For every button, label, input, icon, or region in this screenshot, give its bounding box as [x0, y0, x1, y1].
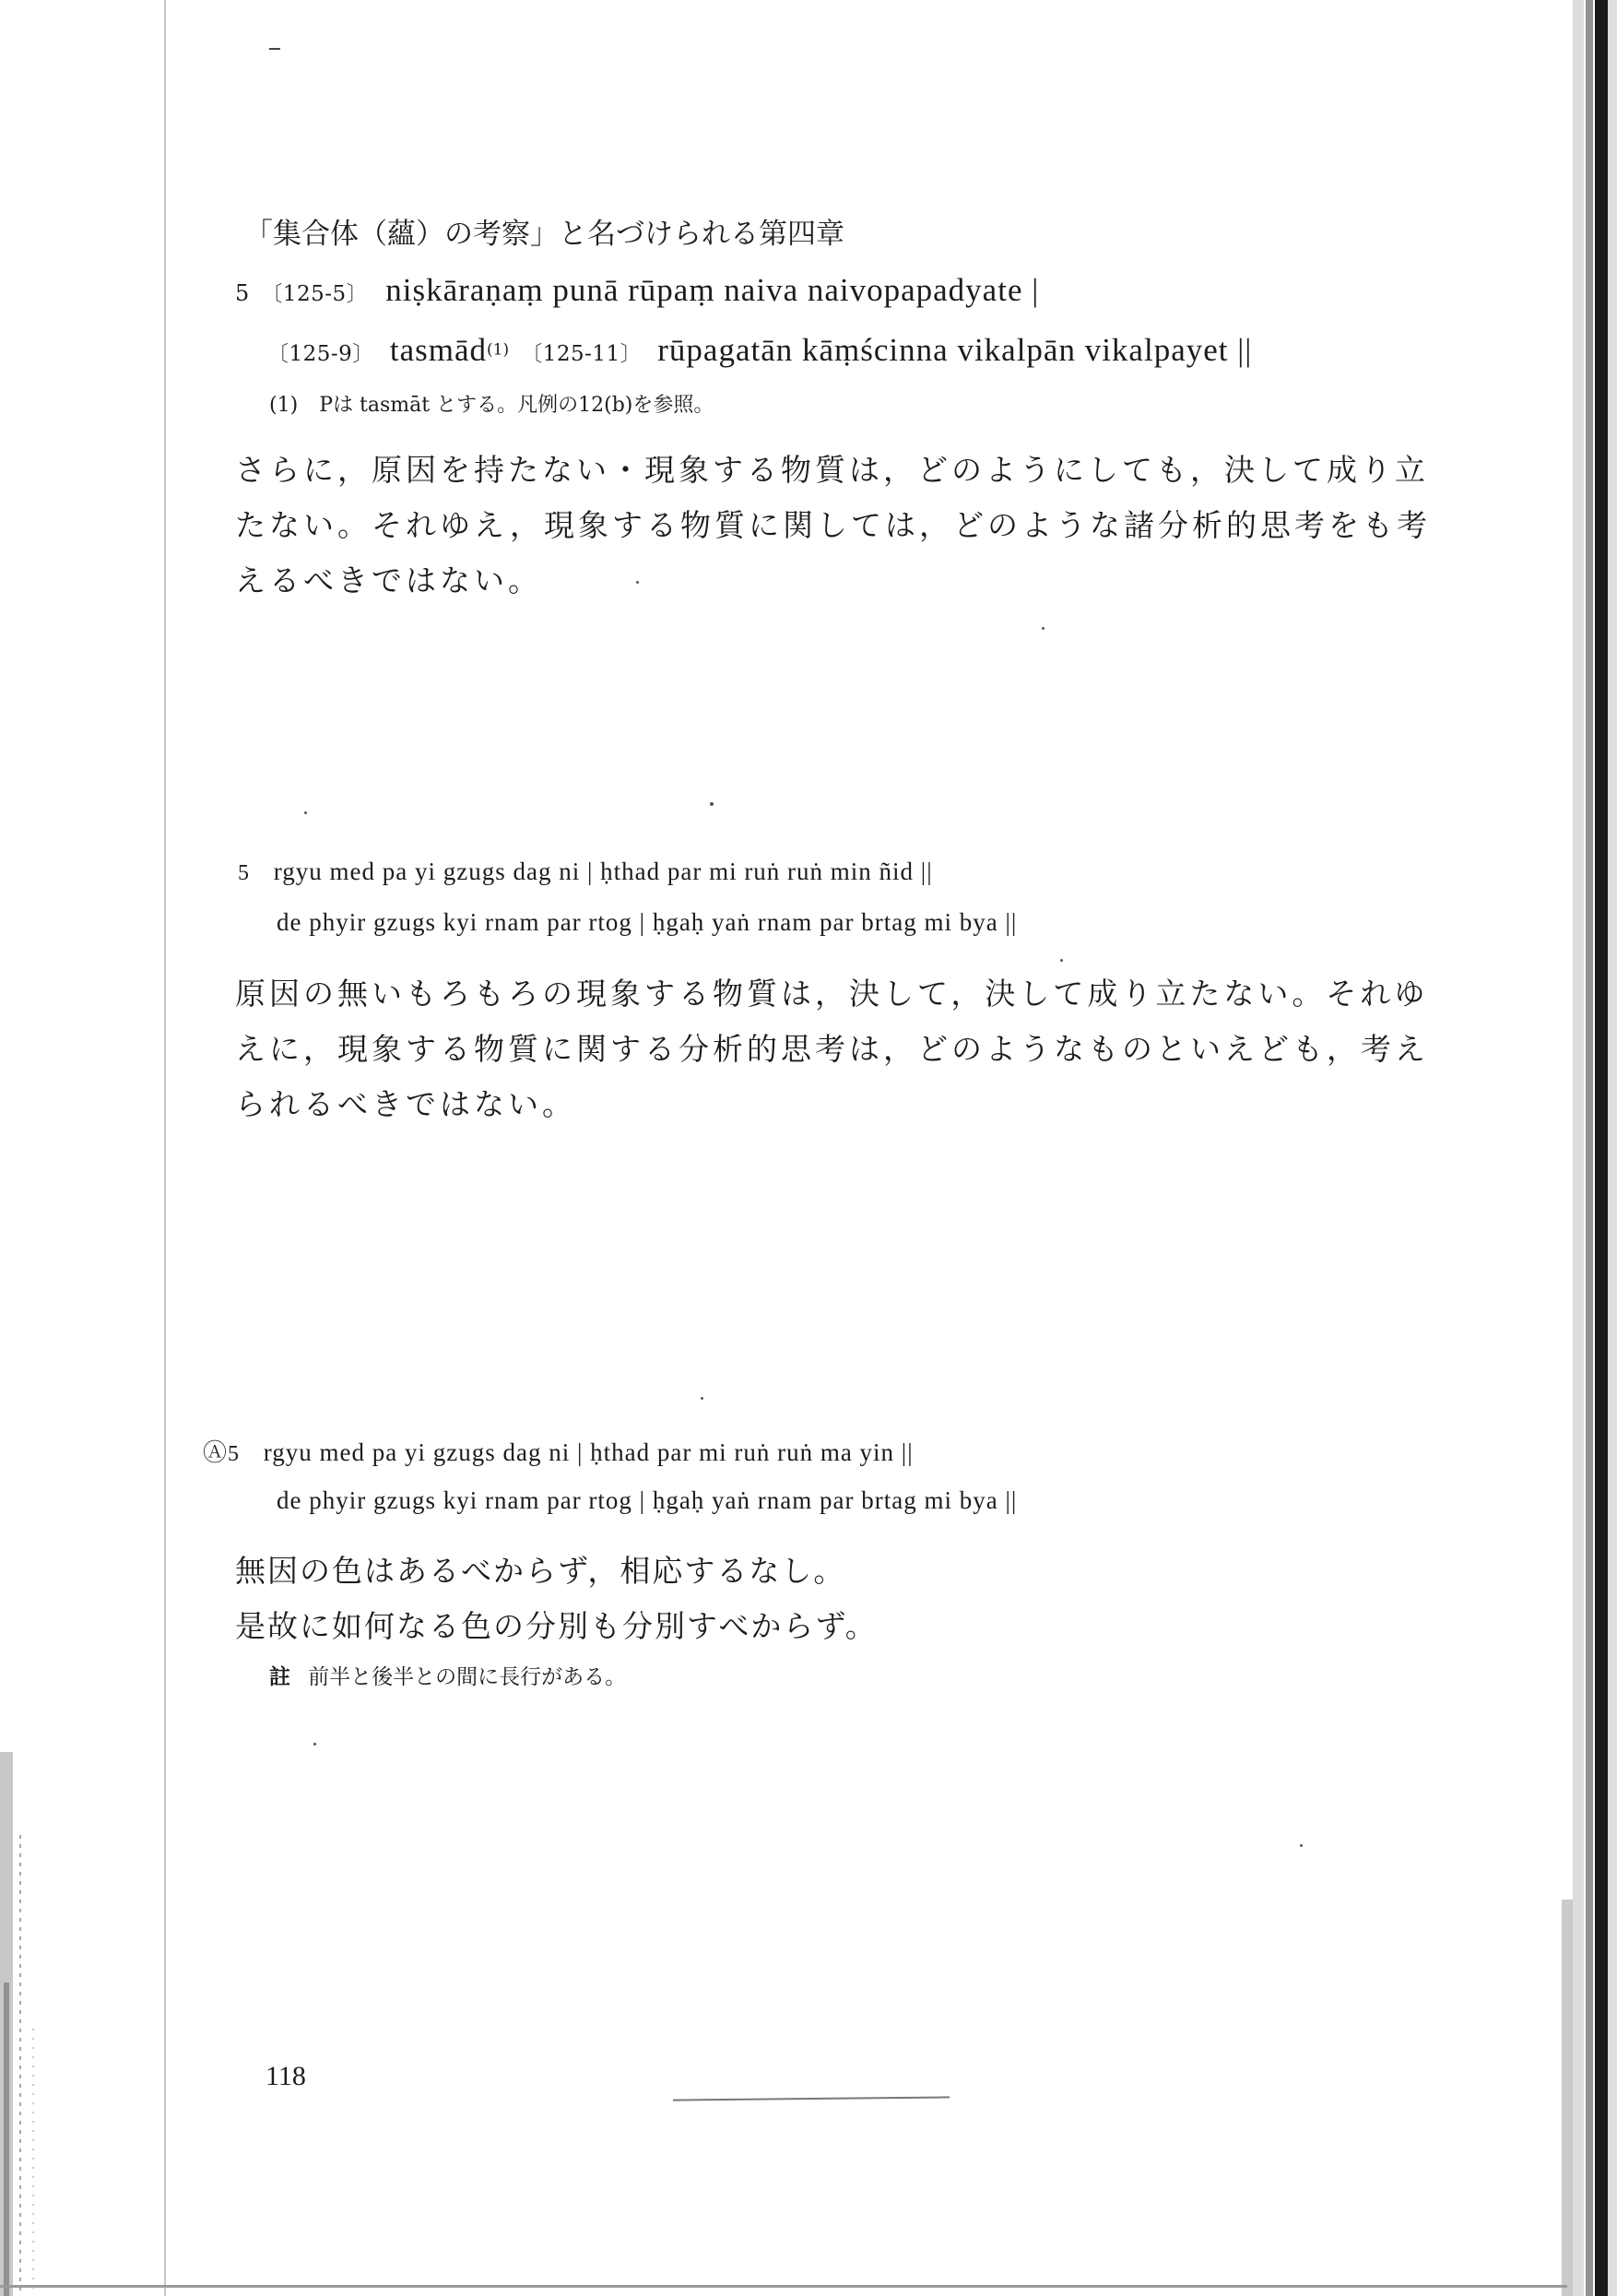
folio-ref: 〔125-9〕 — [267, 342, 374, 366]
translation-1: さらに，原因を持たない・現象する物質は，どのようにしても，決して成り立たない。それゆえ，現象する物質に関しては，どのような諸分析的思考をも考えるべきではない。 — [235, 452, 1431, 598]
scan-speck — [1042, 627, 1045, 630]
scan-speck — [313, 1743, 316, 1746]
sanskrit-footnote — [269, 389, 714, 418]
scan-speck — [1060, 959, 1063, 962]
verse-number: 5 — [235, 280, 250, 306]
annotation — [269, 1660, 626, 1690]
tibetan-1-line-2 — [277, 908, 1017, 937]
folio-ref: 〔125-11〕 — [521, 342, 643, 366]
sanskrit-line-1 — [235, 272, 1039, 309]
tibetan-1-line-1 — [238, 858, 933, 886]
sanskrit-text: tasmād — [389, 332, 488, 368]
tibetan-text: de phyir gzugs kyi rnam par rtog | ḥgaḥ yaṅ rnam par brtag mi bya || — [277, 908, 1018, 936]
scan-left-edge — [0, 0, 55, 2296]
tibetan-2-line-2 — [277, 1486, 1017, 1515]
note-mark: (1) — [487, 340, 510, 360]
kanbun-line-2: 是故に如何なる色の分別も分別すべからず。 — [235, 1608, 878, 1644]
translation-2: 原因の無いもろもろの現象する物質は，決して，決して成り立たない。それゆえに，現象する物質に関する分析的思考は，どのようなものといえども，考えられるべきではない。 — [235, 976, 1429, 1122]
tibetan-text: de phyir gzugs kyi rnam par rtog | ḥgaḥ yaṅ rnam par brtag mi bya || — [277, 1486, 1018, 1514]
bottom-scan-line — [0, 2285, 1567, 2288]
scan-speck — [701, 1397, 703, 1400]
sanskrit-line-2 — [267, 332, 1252, 369]
scan-speck — [304, 811, 307, 814]
scan-right-edge — [1558, 0, 1617, 2296]
footnote-mark: (1) — [269, 394, 299, 417]
sanskrit-text: niṣkāraṇaṃ punā rūpaṃ naiva naivopapadyate | — [385, 272, 1040, 308]
scan-speck — [710, 802, 714, 806]
tibetan-2-line-1 — [203, 1434, 914, 1468]
left-margin-rule — [164, 0, 166, 2296]
annotation-text: 前半と後半との間に長行がある。 — [308, 1665, 627, 1689]
annotation-label: 註 — [269, 1664, 290, 1689]
scan-dash — [269, 48, 280, 50]
tibetan-text: rgyu med pa yi gzugs dag ni | ḥthad par mi ruṅ ruṅ min ñid || — [273, 858, 933, 885]
variant-marker: Ⓐ — [203, 1439, 229, 1466]
folio-ref: 〔125-5〕 — [261, 282, 369, 306]
scan-stroke — [673, 2096, 950, 2101]
verse-number: 5 — [228, 1442, 241, 1466]
kanbun-line-1: 無因の色はあるべからず，相応するなし。 — [235, 1553, 846, 1589]
sanskrit-text: rūpagatān kāṃścinna vikalpān vikalpayet || — [657, 332, 1253, 368]
page-number: 118 — [266, 2061, 306, 2091]
scan-speck — [1300, 1844, 1303, 1847]
chapter-heading: 「集合体（蘊）の考察」と名づけられる第四章 — [244, 218, 844, 251]
footnote-text: Pは tasmāt とする。凡例の12(b)を参照。 — [319, 394, 714, 417]
scan-speck — [636, 581, 639, 584]
tibetan-text: rgyu med pa yi gzugs dag ni | ḥthad par mi ruṅ ruṅ ma yin || — [263, 1438, 914, 1466]
verse-number: 5 — [238, 861, 250, 885]
